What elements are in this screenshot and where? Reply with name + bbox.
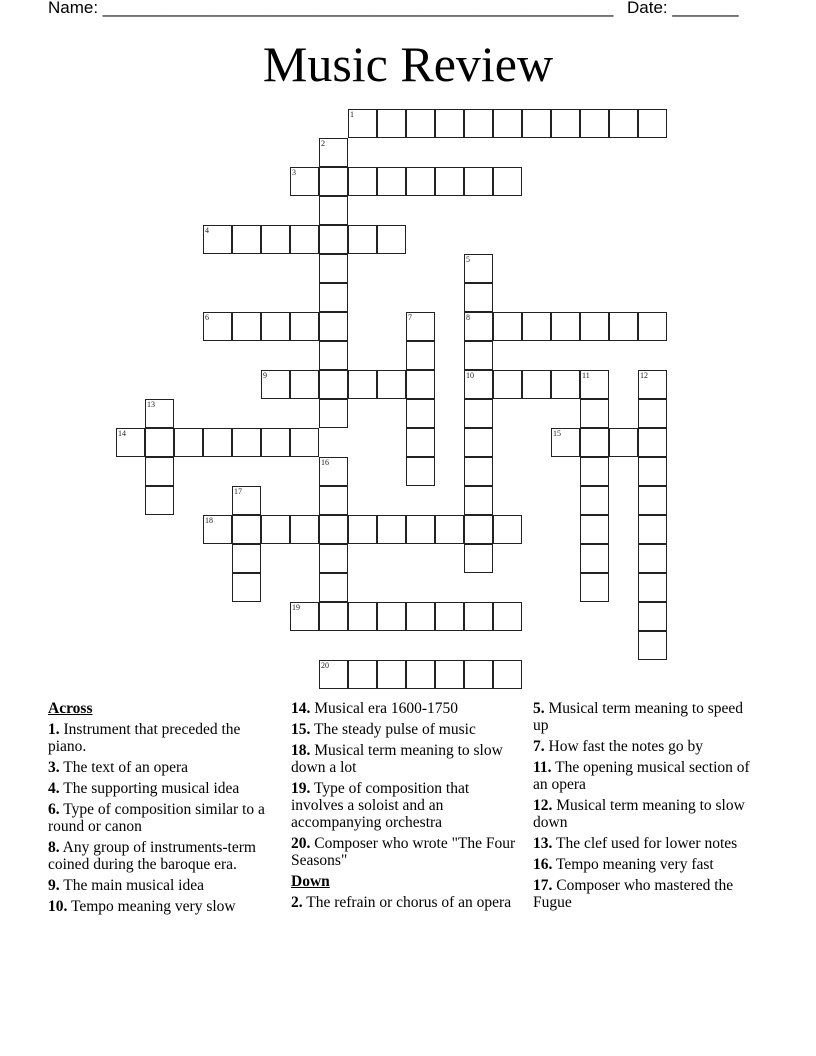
crossword-cell[interactable] (493, 312, 522, 341)
clue-across-18 (291, 742, 516, 776)
crossword-cell[interactable] (638, 312, 667, 341)
crossword-cell[interactable] (580, 370, 609, 399)
crossword-cell[interactable] (377, 167, 406, 196)
cell-number: 2 (321, 139, 325, 148)
clue-text: Musical era 1600-1750 (314, 700, 459, 717)
crossword-cell[interactable] (580, 486, 609, 515)
clue-across-1 (48, 721, 273, 755)
clue-number: 2. (291, 894, 303, 911)
clue-across-14 (291, 700, 516, 717)
clue-text: Musical term meaning to slow down a lot (291, 742, 503, 776)
clue-across-8 (48, 839, 273, 873)
crossword-cell[interactable] (580, 544, 609, 573)
crossword-cell[interactable] (551, 109, 580, 138)
crossword-cell[interactable] (406, 660, 435, 689)
crossword-cell[interactable] (522, 312, 551, 341)
clue-down-2 (291, 894, 516, 911)
crossword-cell[interactable] (638, 457, 667, 486)
clue-across-10 (48, 898, 273, 915)
crossword-cell[interactable] (406, 515, 435, 544)
crossword-cell[interactable] (464, 457, 493, 486)
page-title: Music Review (262, 36, 554, 92)
clue-down-5 (533, 700, 758, 734)
crossword-cell[interactable] (145, 399, 174, 428)
crossword-cell[interactable] (377, 370, 406, 399)
clue-column-1 (48, 700, 273, 919)
crossword-cell[interactable] (464, 544, 493, 573)
down-heading: Down (291, 873, 330, 890)
crossword-cell[interactable] (551, 370, 580, 399)
crossword-cell[interactable] (638, 399, 667, 428)
crossword-cell[interactable] (319, 370, 348, 399)
clue-down-11 (533, 759, 758, 793)
crossword-cell[interactable] (638, 109, 667, 138)
crossword-cell[interactable] (232, 544, 261, 573)
crossword-cell[interactable] (464, 486, 493, 515)
cell-number: 3 (292, 168, 296, 177)
crossword-cell[interactable] (261, 370, 290, 399)
crossword-cell[interactable] (406, 109, 435, 138)
crossword-cell[interactable] (580, 573, 609, 602)
crossword-cell[interactable] (464, 254, 493, 283)
crossword-cell[interactable] (464, 428, 493, 457)
crossword-cell[interactable] (580, 312, 609, 341)
crossword-cell[interactable] (290, 370, 319, 399)
crossword-cell[interactable] (232, 428, 261, 457)
clue-number: 15. (291, 721, 311, 738)
clue-number: 4. (48, 780, 60, 797)
crossword-cell[interactable] (609, 312, 638, 341)
crossword-cell[interactable] (493, 370, 522, 399)
clue-text: The refrain or chorus of an opera (306, 894, 512, 911)
clue-text: The opening musical section of an opera (533, 759, 750, 793)
clue-number: 10. (48, 898, 68, 915)
clue-text: Composer who mastered the Fugue (533, 877, 734, 911)
clue-across-4 (48, 780, 273, 797)
crossword-cell[interactable] (638, 602, 667, 631)
crossword-cell[interactable] (319, 399, 348, 428)
crossword-cell[interactable] (319, 138, 348, 167)
crossword-cell[interactable] (319, 283, 348, 312)
clue-text: Tempo meaning very slow (70, 898, 236, 915)
crossword-cell[interactable] (638, 631, 667, 660)
cell-number: 15 (553, 429, 561, 438)
crossword-cell[interactable] (464, 167, 493, 196)
crossword-cell[interactable] (145, 457, 174, 486)
crossword-cell[interactable] (493, 515, 522, 544)
crossword-cell[interactable] (232, 486, 261, 515)
crossword-cell[interactable] (435, 109, 464, 138)
clue-number: 8. (48, 839, 60, 856)
clue-number: 19. (291, 780, 311, 797)
clue-text: Type of composition similar to a round or canon (48, 801, 265, 835)
clue-across-20 (291, 835, 516, 869)
clue-down-7 (533, 738, 758, 755)
crossword-cell[interactable] (580, 428, 609, 457)
cell-number: 18 (205, 516, 213, 525)
crossword-cell[interactable] (377, 225, 406, 254)
crossword-cell[interactable] (464, 399, 493, 428)
clue-text: Type of composition that involves a soloist and an accompanying orchestra (291, 780, 470, 831)
clue-number: 3. (48, 759, 60, 776)
crossword-cell[interactable] (319, 515, 348, 544)
cell-number: 7 (408, 313, 412, 322)
clue-across-3 (48, 759, 273, 776)
crossword-cell[interactable] (638, 428, 667, 457)
crossword-cell[interactable] (290, 167, 319, 196)
crossword-cell[interactable] (319, 225, 348, 254)
crossword-cell[interactable] (464, 370, 493, 399)
clue-column-2 (291, 700, 516, 915)
crossword-cell[interactable] (435, 167, 464, 196)
cell-number: 4 (205, 226, 209, 235)
clue-text: Musical term meaning to slow down (533, 797, 745, 831)
crossword-cell[interactable] (203, 515, 232, 544)
cell-number: 12 (640, 371, 648, 380)
crossword-cell[interactable] (377, 660, 406, 689)
crossword-cell[interactable] (232, 515, 261, 544)
clue-number: 14. (291, 700, 311, 717)
crossword-cell[interactable] (493, 109, 522, 138)
crossword-cell[interactable] (464, 602, 493, 631)
crossword-cell[interactable] (522, 109, 551, 138)
clue-down-16 (533, 856, 758, 873)
clue-number: 5. (533, 700, 545, 717)
crossword-cell[interactable] (174, 428, 203, 457)
clue-down-12 (533, 797, 758, 831)
crossword-cell[interactable] (609, 109, 638, 138)
clue-text: Instrument that preceded the piano. (48, 721, 241, 755)
clue-down-17 (533, 877, 758, 911)
cell-number: 16 (321, 458, 329, 467)
clue-across-19 (291, 780, 516, 831)
cell-number: 5 (466, 255, 470, 264)
crossword-cell[interactable] (580, 515, 609, 544)
crossword-cell[interactable] (377, 602, 406, 631)
clue-across-15 (291, 721, 516, 738)
cell-number: 11 (582, 371, 590, 380)
crossword-cell[interactable] (348, 109, 377, 138)
crossword-cell[interactable] (319, 544, 348, 573)
crossword-cell[interactable] (319, 312, 348, 341)
crossword-cell[interactable] (290, 602, 319, 631)
clue-number: 7. (533, 738, 545, 755)
crossword-cell[interactable] (464, 283, 493, 312)
crossword-cell[interactable] (145, 486, 174, 515)
crossword-cell[interactable] (348, 602, 377, 631)
clue-column-3 (533, 700, 758, 915)
date-field-label: Date: _______ (627, 0, 739, 17)
crossword-cell[interactable] (319, 167, 348, 196)
cell-number: 20 (321, 661, 329, 670)
crossword-cell[interactable] (638, 515, 667, 544)
crossword-cell[interactable] (319, 254, 348, 283)
cell-number: 14 (118, 429, 126, 438)
crossword-cell[interactable] (348, 660, 377, 689)
across-heading: Across (48, 700, 93, 717)
crossword-cell[interactable] (580, 457, 609, 486)
clue-number: 12. (533, 797, 553, 814)
crossword-cell[interactable] (232, 225, 261, 254)
crossword-cell[interactable] (406, 167, 435, 196)
crossword-cell[interactable] (435, 660, 464, 689)
name-field-label: Name: ______________________________________________________ (48, 0, 614, 17)
crossword-cell[interactable] (319, 660, 348, 689)
clue-number: 20. (291, 835, 311, 852)
crossword-cell[interactable] (319, 196, 348, 225)
crossword-cell[interactable] (464, 515, 493, 544)
crossword-cell[interactable] (435, 602, 464, 631)
crossword-cell[interactable] (522, 370, 551, 399)
cell-number: 19 (292, 603, 300, 612)
crossword-cell[interactable] (290, 515, 319, 544)
crossword-cell[interactable] (435, 515, 464, 544)
clue-across-6 (48, 801, 273, 835)
crossword-cell[interactable] (116, 428, 145, 457)
crossword-cell[interactable] (377, 515, 406, 544)
clue-number: 11. (533, 759, 552, 776)
crossword-cell[interactable] (348, 167, 377, 196)
clue-text: The steady pulse of music (313, 721, 476, 738)
crossword-cell[interactable] (203, 312, 232, 341)
crossword-cell[interactable] (348, 515, 377, 544)
crossword-cell[interactable] (551, 312, 580, 341)
crossword-cell[interactable] (203, 428, 232, 457)
crossword-cell[interactable] (319, 602, 348, 631)
crossword-cell[interactable] (406, 399, 435, 428)
crossword-cell[interactable] (638, 573, 667, 602)
crossword-cell[interactable] (348, 370, 377, 399)
crossword-cell[interactable] (377, 109, 406, 138)
crossword-cell[interactable] (261, 225, 290, 254)
clue-text: How fast the notes go by (548, 738, 704, 755)
crossword-cell[interactable] (638, 544, 667, 573)
clue-text: The main musical idea (63, 877, 204, 894)
crossword-cell[interactable] (464, 109, 493, 138)
cell-number: 6 (205, 313, 209, 322)
crossword-cell[interactable] (464, 660, 493, 689)
crossword-cell[interactable] (638, 486, 667, 515)
clue-text: The supporting musical idea (63, 780, 240, 797)
crossword-cell[interactable] (232, 573, 261, 602)
crossword-cell[interactable] (319, 457, 348, 486)
crossword-cell[interactable] (290, 312, 319, 341)
clue-text: Any group of instruments-term coined during the baroque era. (48, 839, 256, 873)
clue-number: 16. (533, 856, 553, 873)
clue-text: Tempo meaning very fast (555, 856, 714, 873)
clue-number: 6. (48, 801, 60, 818)
crossword-cell[interactable] (319, 341, 348, 370)
clue-number: 18. (291, 742, 311, 759)
crossword-cell[interactable] (464, 312, 493, 341)
crossword-cell[interactable] (203, 225, 232, 254)
crossword-cell[interactable] (261, 428, 290, 457)
cell-number: 9 (263, 371, 267, 380)
cell-number: 13 (147, 400, 155, 409)
crossword-cell[interactable] (232, 312, 261, 341)
crossword-cell[interactable] (551, 428, 580, 457)
cell-number: 1 (350, 110, 354, 119)
crossword-cell[interactable] (493, 167, 522, 196)
cell-number: 17 (234, 487, 242, 496)
crossword-cell[interactable] (406, 341, 435, 370)
clue-number: 17. (533, 877, 553, 894)
crossword-cell[interactable] (638, 370, 667, 399)
crossword-cell[interactable] (290, 225, 319, 254)
crossword-cell[interactable] (580, 109, 609, 138)
clue-text: The clef used for lower notes (555, 835, 738, 852)
cell-number: 8 (466, 313, 470, 322)
crossword-cell[interactable] (290, 428, 319, 457)
crossword-cell[interactable] (319, 573, 348, 602)
crossword-cell[interactable] (464, 341, 493, 370)
crossword-cell[interactable] (609, 428, 638, 457)
crossword-cell[interactable] (145, 428, 174, 457)
clue-text: Composer who wrote "The Four Seasons" (291, 835, 516, 869)
crossword-cell[interactable] (406, 457, 435, 486)
clue-across-9 (48, 877, 273, 894)
clue-number: 9. (48, 877, 60, 894)
crossword-cell[interactable] (493, 602, 522, 631)
crossword-cell[interactable] (406, 428, 435, 457)
crossword-cell[interactable] (348, 225, 377, 254)
crossword-cell[interactable] (406, 602, 435, 631)
crossword-cell[interactable] (406, 312, 435, 341)
clue-number: 1. (48, 721, 60, 738)
crossword-cell[interactable] (406, 370, 435, 399)
crossword-cell[interactable] (319, 486, 348, 515)
clue-down-13 (533, 835, 758, 852)
clue-text: The text of an opera (63, 759, 189, 776)
cell-number: 10 (466, 371, 474, 380)
crossword-cell[interactable] (580, 399, 609, 428)
clue-text: Musical term meaning to speed up (533, 700, 744, 734)
crossword-cell[interactable] (493, 660, 522, 689)
crossword-cell[interactable] (261, 515, 290, 544)
clue-number: 13. (533, 835, 553, 852)
crossword-cell[interactable] (261, 312, 290, 341)
